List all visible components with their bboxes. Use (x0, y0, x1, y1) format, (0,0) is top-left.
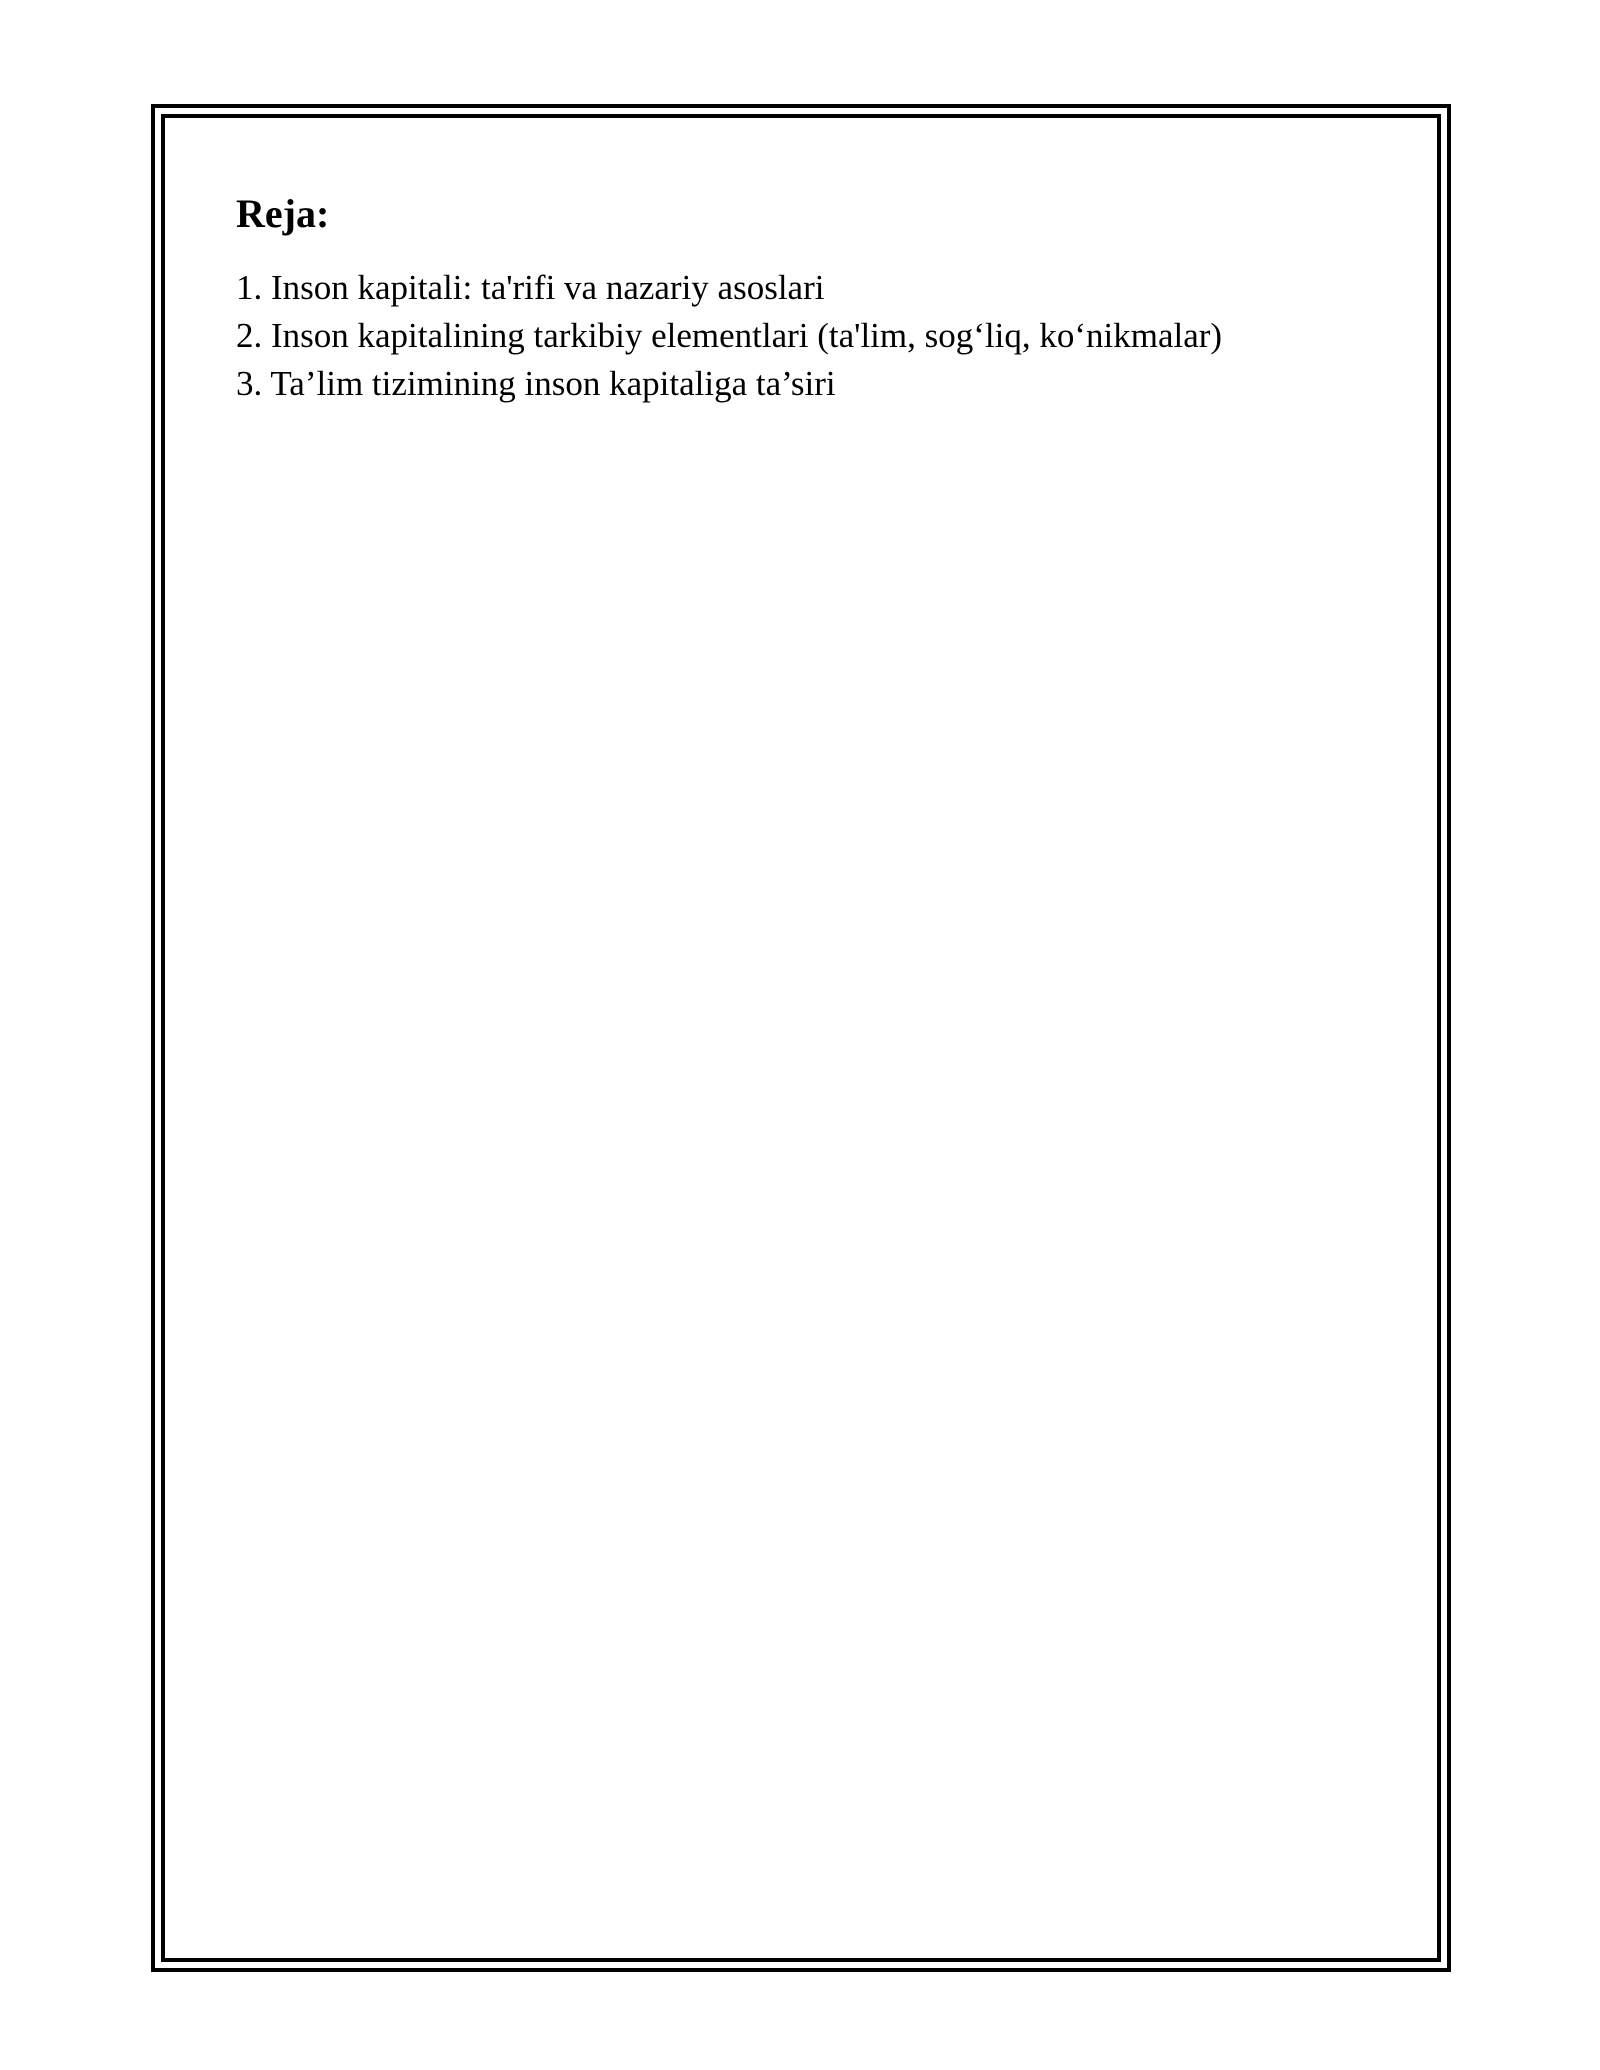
page-content (236, 184, 1356, 408)
plan-item: 3. Ta’lim tizimining inson kapitaliga ta’siri (236, 364, 836, 403)
plan-heading: Reja: (236, 191, 330, 236)
plan-item: 1. Inson kapitali: ta'rifi va nazariy asoslari (236, 268, 825, 307)
plan-item: 2. Inson kapitalining tarkibiy elementlari (ta'lim, sog‘liq, ko‘nikmalar) (236, 316, 1223, 355)
plan-list (236, 264, 1356, 408)
